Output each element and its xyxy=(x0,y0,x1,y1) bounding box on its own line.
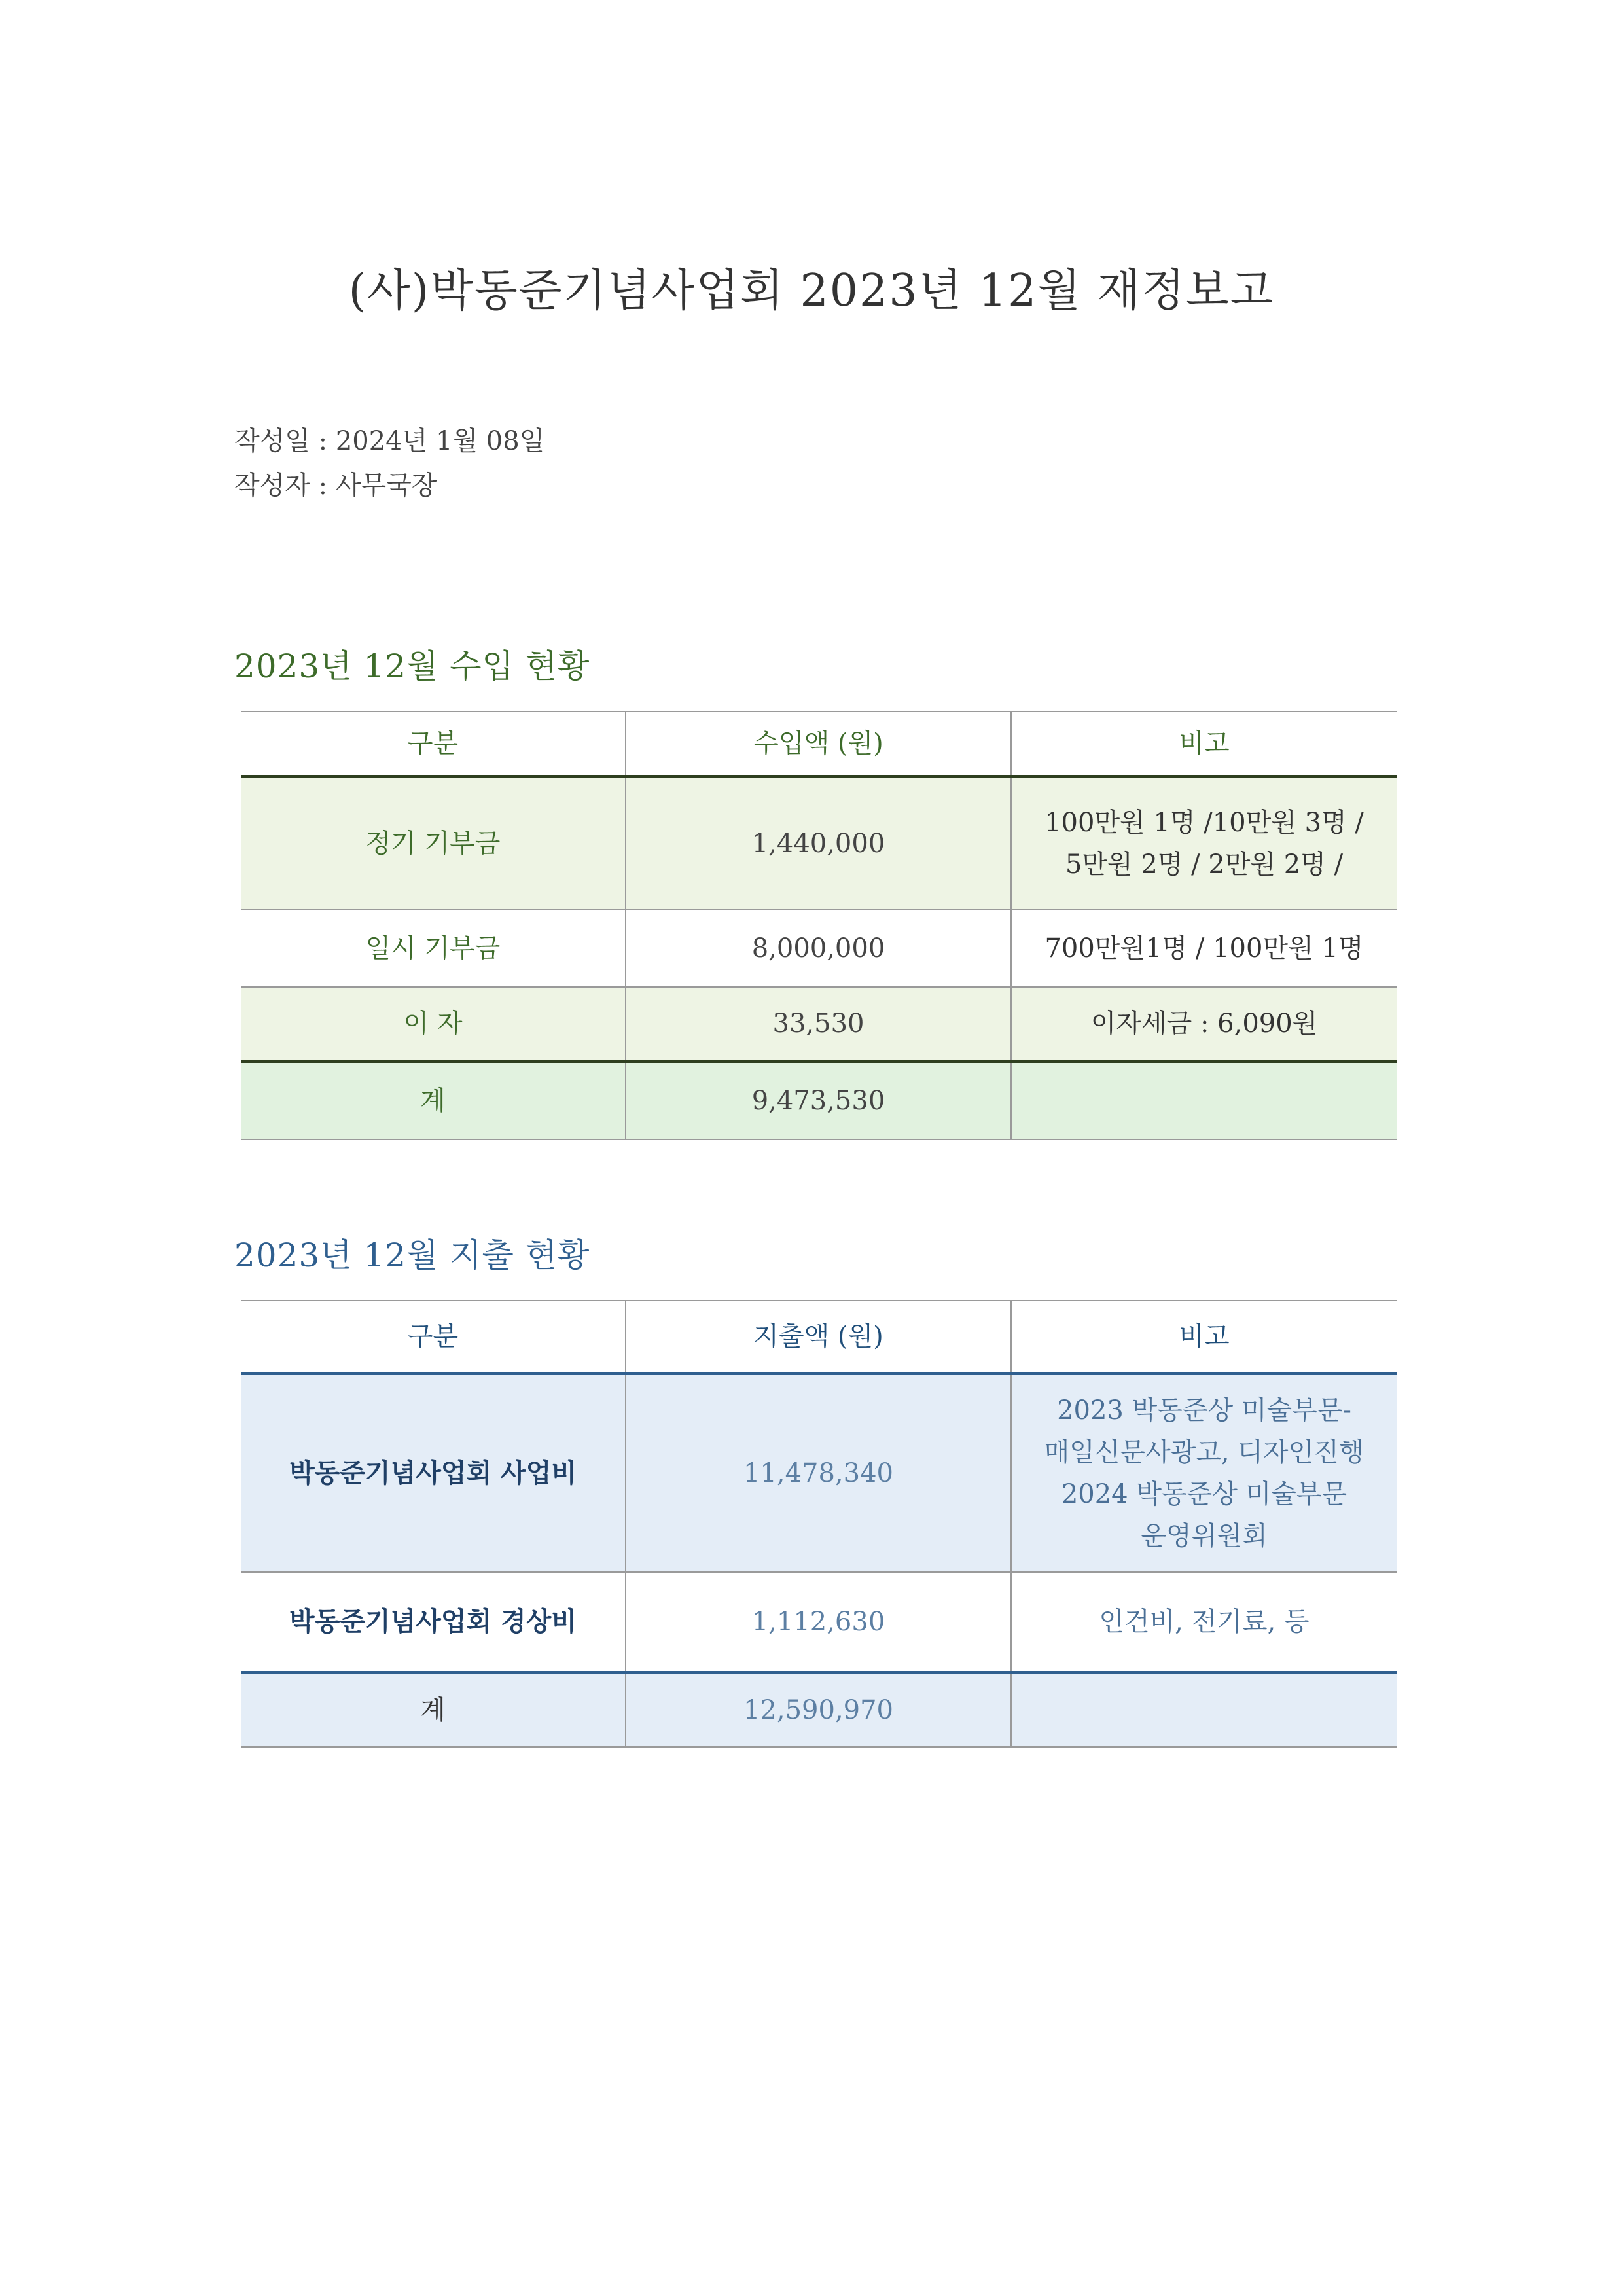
income-table xyxy=(241,711,1397,1140)
note-line: 5만원 2명 / 2만원 2명 / xyxy=(1065,850,1344,880)
col-header-category: 구분 xyxy=(241,711,626,777)
note-line: 매일신문사광고, 디자인진행 xyxy=(1044,1437,1364,1467)
expense-heading: 2023년 12월 지출 현황 xyxy=(234,1236,590,1274)
row-category: 박동준기념사업회 경상비 xyxy=(241,1572,626,1673)
row-note: 인건비, 전기료, 등 xyxy=(1011,1572,1397,1673)
report-meta xyxy=(234,419,544,508)
note-line: 2024 박동준상 미술부문 xyxy=(1061,1479,1347,1509)
total-row xyxy=(241,1673,1397,1748)
row-category: 일시 기부금 xyxy=(241,910,626,987)
table-row xyxy=(241,1374,1397,1573)
note-line: 100만원 1명 /10만원 3명 / xyxy=(1044,808,1364,838)
row-amount: 8,000,000 xyxy=(626,910,1011,987)
table-row xyxy=(241,777,1397,910)
table-row xyxy=(241,910,1397,987)
expense-header-row xyxy=(241,1300,1397,1374)
col-header-note: 비고 xyxy=(1011,711,1397,777)
date-line: 작성일 : 2024년 1월 08일 xyxy=(234,426,545,456)
note-line: 2023 박동준상 미술부문- xyxy=(1057,1395,1351,1426)
col-header-note: 비고 xyxy=(1011,1300,1397,1374)
table-row xyxy=(241,1572,1397,1673)
table-row xyxy=(241,987,1397,1062)
col-header-category: 구분 xyxy=(241,1300,626,1374)
row-category: 이 자 xyxy=(241,987,626,1062)
row-amount: 1,112,630 xyxy=(626,1572,1011,1673)
total-row xyxy=(241,1062,1397,1140)
note-line: 운영위원회 xyxy=(1141,1521,1268,1551)
total-label: 계 xyxy=(241,1673,626,1748)
total-note xyxy=(1011,1062,1397,1140)
page-title: (사)박동준기념사업회 2023년 12월 재정보고 xyxy=(348,265,1275,317)
row-category: 정기 기부금 xyxy=(241,777,626,910)
row-note: 700만원1명 / 100만원 1명 xyxy=(1011,910,1397,987)
income-heading: 2023년 12월 수입 현황 xyxy=(234,647,590,685)
row-category: 박동준기념사업회 사업비 xyxy=(241,1374,626,1573)
row-amount: 33,530 xyxy=(626,987,1011,1062)
row-amount: 11,478,340 xyxy=(626,1374,1011,1573)
expense-table xyxy=(241,1300,1397,1748)
col-header-amount: 수입액 (원) xyxy=(626,711,1011,777)
total-amount: 9,473,530 xyxy=(626,1062,1011,1140)
row-note xyxy=(1011,1374,1397,1573)
income-header-row xyxy=(241,711,1397,777)
row-amount: 1,440,000 xyxy=(626,777,1011,910)
total-note xyxy=(1011,1673,1397,1748)
col-header-amount: 지출액 (원) xyxy=(626,1300,1011,1374)
row-note: 이자세금 : 6,090원 xyxy=(1011,987,1397,1062)
row-note xyxy=(1011,777,1397,910)
total-label: 계 xyxy=(241,1062,626,1140)
author-line: 작성자 : 사무국장 xyxy=(234,471,437,501)
total-amount: 12,590,970 xyxy=(626,1673,1011,1748)
